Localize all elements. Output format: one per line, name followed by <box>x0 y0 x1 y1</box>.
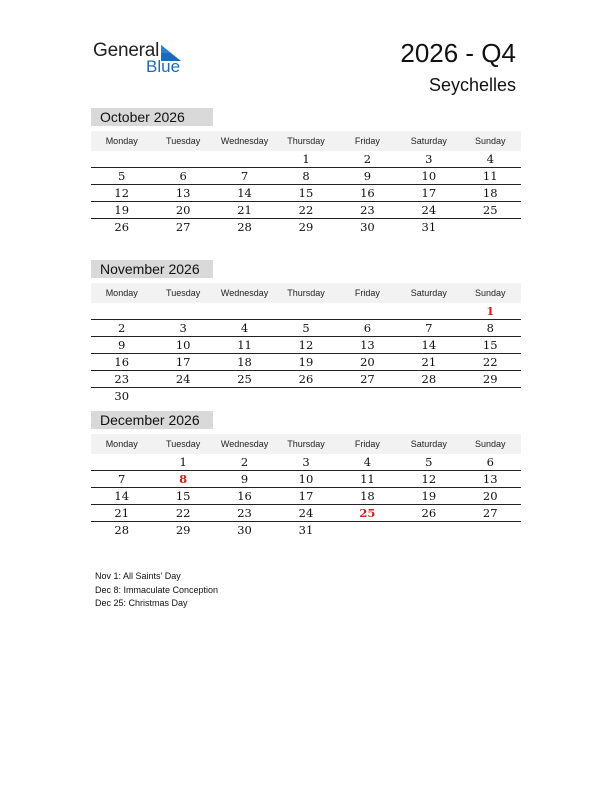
day-cell: 13 <box>175 186 191 200</box>
day-cell: 22 <box>298 203 314 217</box>
day-cell: 28 <box>421 372 437 386</box>
day-cell: 30 <box>360 220 375 234</box>
weekday-label: Monday <box>105 439 138 449</box>
weekday-label: Tuesday <box>166 439 201 449</box>
day-cell: 12 <box>298 338 314 352</box>
day-cell: 29 <box>175 523 191 537</box>
holiday-notes <box>95 570 218 611</box>
week-row <box>91 488 521 505</box>
day-cell: 21 <box>237 203 252 217</box>
day-cell: 3 <box>302 455 310 469</box>
holiday-note: Dec 8: Immaculate Conception <box>95 584 219 595</box>
day-cell: 5 <box>118 169 126 183</box>
day-cell: 18 <box>360 489 375 503</box>
weekday-label: Tuesday <box>166 136 201 146</box>
generalblue-logo <box>93 40 193 80</box>
day-cell: 11 <box>237 338 252 352</box>
week-row <box>91 522 521 538</box>
week-row <box>91 168 521 185</box>
weekday-label: Wednesday <box>220 136 269 146</box>
empty-day-cell <box>460 388 521 404</box>
day-cell: 30 <box>237 523 252 537</box>
day-cell: 25 <box>482 203 498 217</box>
holiday-note: Dec 25: Christmas Day <box>95 598 188 608</box>
day-cell: 10 <box>421 169 437 183</box>
empty-day-cell <box>398 388 459 404</box>
weekday-label: Tuesday <box>166 288 201 298</box>
empty-day-cell <box>337 303 398 319</box>
day-cell: 24 <box>298 506 314 520</box>
month-november <box>91 260 521 404</box>
weekday-label: Friday <box>354 439 380 449</box>
day-cell: 27 <box>482 506 498 520</box>
day-cell: 18 <box>237 355 252 369</box>
week-row <box>91 303 521 320</box>
empty-day-cell <box>398 522 459 538</box>
day-cell: 6 <box>179 169 187 183</box>
day-cell: 26 <box>421 506 437 520</box>
day-cell: 9 <box>118 338 126 352</box>
empty-day-cell <box>152 151 213 167</box>
day-cell: 23 <box>360 203 375 217</box>
day-cell: 1 <box>179 455 187 469</box>
day-cell: 16 <box>237 489 252 503</box>
empty-day-cell <box>91 303 152 319</box>
month-december <box>91 411 521 538</box>
week-row <box>91 454 521 471</box>
day-cell: 15 <box>298 186 314 200</box>
holiday-day-cell: 8 <box>179 472 188 486</box>
empty-day-cell <box>91 454 152 470</box>
weekday-label: Sunday <box>474 136 506 146</box>
day-cell: 28 <box>114 523 130 537</box>
empty-day-cell <box>337 388 398 404</box>
day-cell: 10 <box>175 338 191 352</box>
weekday-label: Friday <box>354 136 380 146</box>
day-cell: 8 <box>302 169 310 183</box>
day-cell: 26 <box>114 220 130 234</box>
day-cell: 13 <box>360 338 375 352</box>
day-cell: 15 <box>175 489 191 503</box>
holiday-day-cell: 25 <box>359 506 376 520</box>
day-cell: 29 <box>482 372 498 386</box>
weekday-label: Monday <box>105 288 138 298</box>
day-cell: 5 <box>425 455 433 469</box>
day-cell: 7 <box>118 472 126 486</box>
day-cell: 8 <box>486 321 494 335</box>
empty-day-cell <box>337 522 398 538</box>
day-cell: 13 <box>482 472 498 486</box>
empty-day-cell <box>398 303 459 319</box>
weekday-label: Saturday <box>410 288 447 298</box>
day-cell: 26 <box>298 372 314 386</box>
day-cell: 27 <box>175 220 191 234</box>
weekday-header-row <box>91 434 521 454</box>
weekday-label: Friday <box>354 288 380 298</box>
logo-text-blue: Blue <box>146 57 181 76</box>
day-cell: 12 <box>421 472 437 486</box>
week-row <box>91 354 521 371</box>
empty-day-cell <box>214 151 275 167</box>
weekday-label: Wednesday <box>220 288 269 298</box>
day-cell: 19 <box>421 489 437 503</box>
week-row <box>91 202 521 219</box>
country-name: Seychelles <box>428 75 516 95</box>
day-cell: 10 <box>298 472 314 486</box>
day-cell: 11 <box>360 472 375 486</box>
day-cell: 20 <box>175 203 191 217</box>
day-cell: 2 <box>118 321 126 335</box>
day-cell: 27 <box>360 372 375 386</box>
day-cell: 2 <box>363 152 372 166</box>
weekday-label: Thursday <box>287 136 325 146</box>
day-cell: 11 <box>482 169 498 183</box>
day-cell: 14 <box>421 338 437 352</box>
day-cell: 24 <box>421 203 437 217</box>
holiday-day-cell: 1 <box>486 304 495 318</box>
day-cell: 17 <box>175 355 191 369</box>
week-row <box>91 219 521 235</box>
day-cell: 2 <box>240 455 249 469</box>
empty-day-cell <box>275 303 336 319</box>
weekday-header-row <box>91 283 521 303</box>
weekday-label: Thursday <box>287 288 325 298</box>
empty-day-cell <box>152 303 213 319</box>
day-cell: 23 <box>237 506 252 520</box>
week-row <box>91 371 521 388</box>
day-cell: 20 <box>482 489 498 503</box>
day-cell: 3 <box>425 152 433 166</box>
day-cell: 28 <box>237 220 252 234</box>
empty-day-cell <box>91 151 152 167</box>
empty-day-cell <box>214 388 275 404</box>
week-row <box>91 151 521 168</box>
week-row <box>91 471 521 488</box>
weekday-label: Sunday <box>474 288 506 298</box>
day-cell: 22 <box>175 506 191 520</box>
weekday-label: Sunday <box>474 439 506 449</box>
weekday-header-row <box>91 131 521 151</box>
day-cell: 24 <box>175 372 191 386</box>
month-name: November 2026 <box>91 260 213 278</box>
day-cell: 3 <box>179 321 187 335</box>
day-cell: 21 <box>421 355 437 369</box>
day-cell: 16 <box>360 186 375 200</box>
empty-day-cell <box>152 388 213 404</box>
day-cell: 14 <box>114 489 130 503</box>
day-cell: 29 <box>298 220 314 234</box>
day-cell: 17 <box>298 489 314 503</box>
day-cell: 25 <box>237 372 252 386</box>
day-cell: 15 <box>482 338 498 352</box>
month-name: October 2026 <box>91 108 213 126</box>
day-cell: 4 <box>363 455 372 469</box>
week-row <box>91 337 521 354</box>
day-cell: 9 <box>363 169 372 183</box>
day-cell: 4 <box>486 152 494 166</box>
day-cell: 19 <box>114 203 130 217</box>
page-title: 2026 - Q4 <box>400 38 516 68</box>
day-cell: 4 <box>240 321 249 335</box>
day-cell: 17 <box>421 186 437 200</box>
logo-text-general: General <box>93 40 160 61</box>
day-cell: 1 <box>302 152 310 166</box>
month-name: December 2026 <box>91 411 213 429</box>
month-october <box>91 108 521 235</box>
empty-day-cell <box>214 303 275 319</box>
day-cell: 19 <box>298 355 314 369</box>
day-cell: 16 <box>114 355 130 369</box>
day-cell: 14 <box>237 186 252 200</box>
day-cell: 5 <box>302 321 310 335</box>
holiday-note: Nov 1: All Saints' Day <box>95 571 181 581</box>
weekday-label: Saturday <box>410 439 447 449</box>
empty-day-cell <box>275 388 336 404</box>
week-row <box>91 185 521 202</box>
day-cell: 23 <box>114 372 130 386</box>
day-cell: 31 <box>298 523 314 537</box>
day-cell: 12 <box>114 186 130 200</box>
day-cell: 30 <box>114 389 130 403</box>
day-cell: 7 <box>425 321 433 335</box>
week-row <box>91 505 521 522</box>
weekday-label: Thursday <box>287 439 325 449</box>
day-cell: 21 <box>114 506 130 520</box>
week-row <box>91 388 521 404</box>
day-cell: 31 <box>421 220 437 234</box>
day-cell: 20 <box>360 355 375 369</box>
week-row <box>91 320 521 337</box>
weekday-label: Wednesday <box>220 439 269 449</box>
day-cell: 9 <box>240 472 249 486</box>
day-cell: 7 <box>240 169 249 183</box>
empty-day-cell <box>460 522 521 538</box>
day-cell: 18 <box>482 186 498 200</box>
day-cell: 6 <box>486 455 494 469</box>
weekday-label: Saturday <box>410 136 447 146</box>
empty-day-cell <box>460 219 521 235</box>
weekday-label: Monday <box>105 136 138 146</box>
day-cell: 22 <box>482 355 498 369</box>
day-cell: 6 <box>363 321 372 335</box>
